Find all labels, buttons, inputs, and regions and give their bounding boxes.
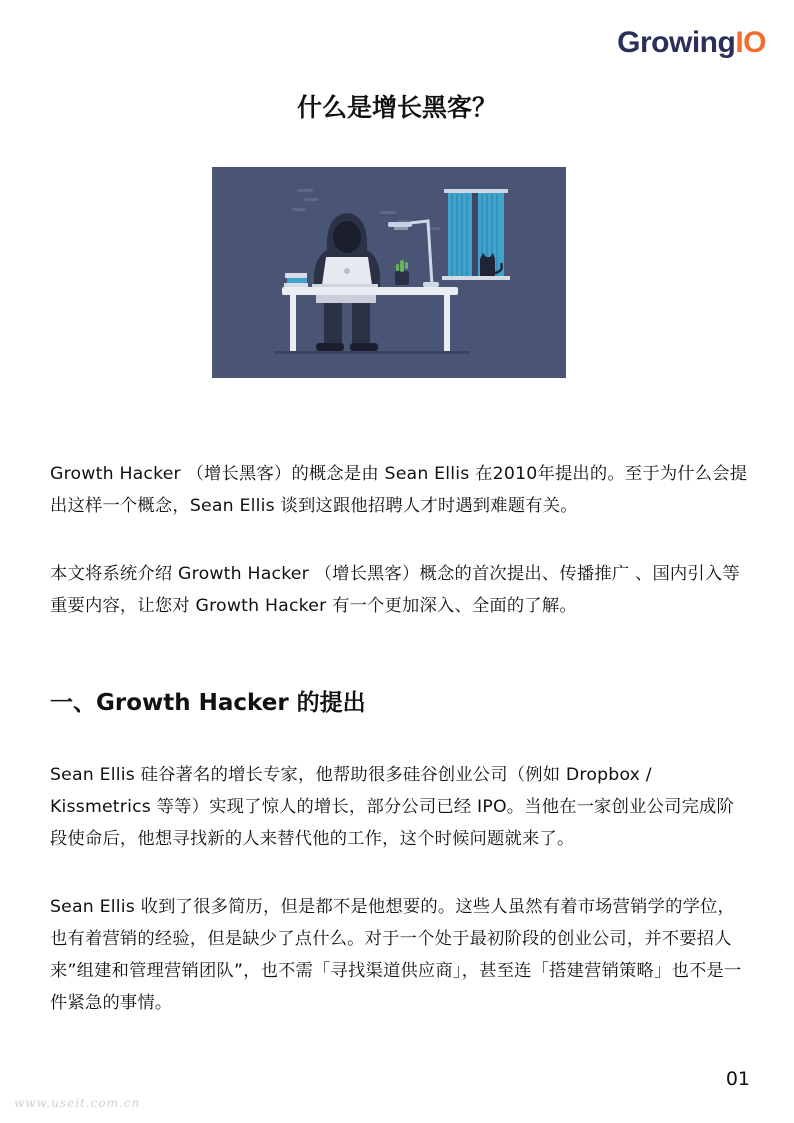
hacker-illustration: [212, 167, 566, 378]
intro-paragraph-2: 本文将系统介绍 Growth Hacker （增长黑客）概念的首次提出、传播推广 、国内引入等重要内容，让您对 Growth Hacker 有一个更加深入、全面的了解。: [50, 564, 740, 616]
intro-paragraph-1: Growth Hacker （增长黑客）的概念是由 Sean Ellis 在2010年提出的。至于为什么会提出这样一个概念，Sean Ellis 谈到这跟他招聘人才时遇到难题有关。: [50, 464, 748, 516]
brand-name-accent: IO: [735, 26, 766, 59]
page-title: 什么是增长黑客？: [296, 93, 497, 122]
brand-logo: [617, 26, 766, 60]
section-paragraph-1: Sean Ellis 硅谷著名的增长专家，他帮助很多硅谷创业公司（例如 Dropbox / Kissmetrics 等等）实现了惊人的增长，部分公司已经 IPO。当他在一家创业公司完成阶段使命后，他想寻找新的人来替代他的工作，这个时候问题就来了。: [50, 765, 735, 849]
section-paragraph-2: Sean Ellis 收到了很多简历，但是都不是他想要的。这些人虽然有着市场营销学的学位，也有着营销的经验，但是缺少了点什么。对于一个处于最初阶段的创业公司，并不要招人来”组建和管理营销团队”，也不需「寻找渠道供应商」，甚至连「搭建营销策略」也不是一件紧急的事情。: [50, 897, 742, 1013]
page-number: 01: [725, 1068, 750, 1090]
watermark: www.useit.com.cn: [14, 1096, 141, 1110]
brand-name: Growing: [617, 26, 736, 59]
section-heading: 一、Growth Hacker 的提出: [50, 690, 366, 716]
